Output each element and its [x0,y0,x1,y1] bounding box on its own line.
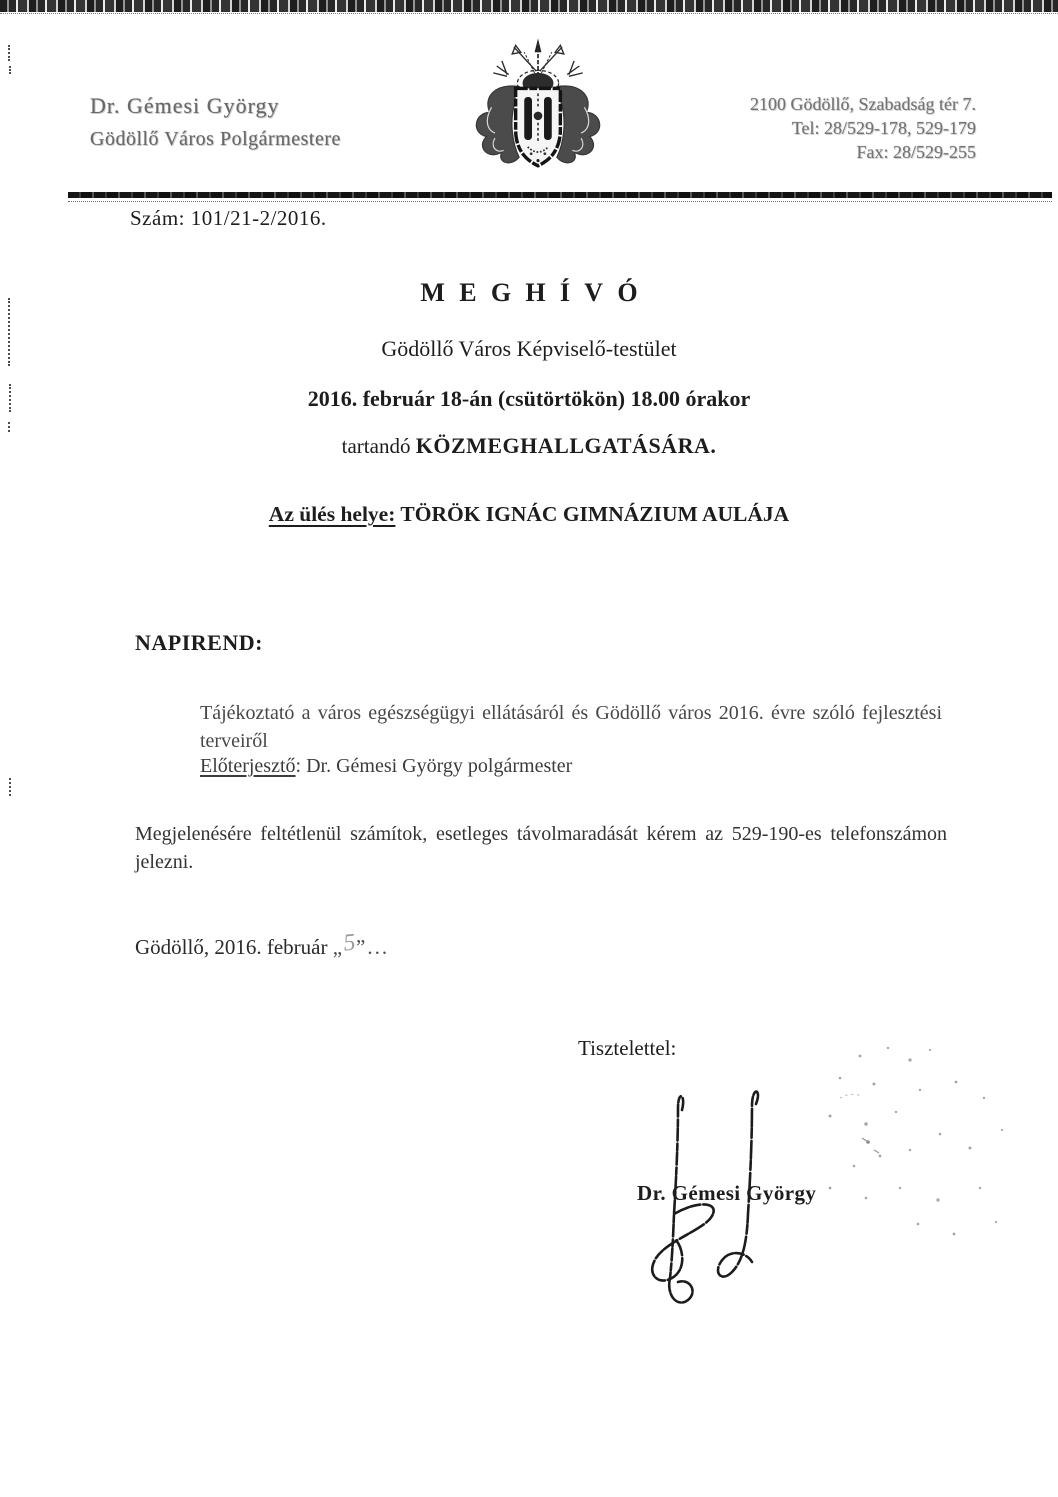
handwritten-day: 5 [342,929,357,957]
presenter-value: : Dr. Gémesi György polgármester [295,755,573,777]
open-quote: „ [332,935,345,959]
attendance-note: Megjelenésére feltétlenül számítok, esetleges távolmaradását kérem az 529-190-es telefonszámon jelezni. [135,823,947,874]
letterhead-divider-dotted [68,201,1052,202]
signer-name: Dr. Gémesi György [637,1181,817,1205]
letterhead-contact [750,93,976,164]
agenda-heading: NAPIREND: [135,630,263,655]
salutation: Tisztelettel: [578,1036,677,1060]
close-quote: ”... [356,935,390,959]
scan-edge-artifact [9,778,11,796]
venue-value: TÖRÖK IGNÁC GIMNÁZIUM AULÁJA [395,502,790,526]
letterhead-sender [90,95,341,149]
place-date-line [135,929,390,961]
contact-fax: Fax: 28/529-255 [856,141,976,162]
scan-noise-band [0,0,1058,12]
place-date-prefix: Gödöllő, 2016. február [135,935,333,959]
letterhead-divider-rule [68,192,1052,198]
sender-title: Gödöllő Város Polgármestere [90,128,341,150]
event-name-line [0,433,1058,459]
scan-edge-artifact [9,66,11,74]
contact-address: 2100 Gödöllő, Szabadság tér 7. [750,94,976,114]
agenda-presenter [200,755,942,778]
sender-name: Dr. Gémesi György [90,93,280,118]
document-title: MEGHÍVÓ [420,278,652,307]
scan-edge-artifact [8,422,10,432]
held-prefix: tartandó [341,434,416,458]
council-name: Gödöllő Város Képviselő-testület [381,336,677,361]
agenda-item: Tájékoztató a város egészségügyi ellátásáról és Gödöllő város 2016. évre szóló fejlesztési terveiről [200,702,942,752]
contact-tel: Tel: 28/529-178, 529-179 [791,117,976,138]
venue-line [0,502,1058,527]
reference-number: Szám: 101/21-2/2016. [130,206,327,230]
presenter-label: Előterjesztő [200,755,296,777]
godollo-coat-of-arms-icon [452,33,624,185]
scan-noise-dotted-line [0,13,1058,14]
scan-edge-artifact [8,45,10,61]
event-datetime: 2016. február 18-án (csütörtökön) 18.00 órakor [307,386,751,411]
event-name: KÖZMEGHALLGATÁSÁRA. [415,433,717,458]
venue-label: Az ülés helye: [268,502,396,526]
